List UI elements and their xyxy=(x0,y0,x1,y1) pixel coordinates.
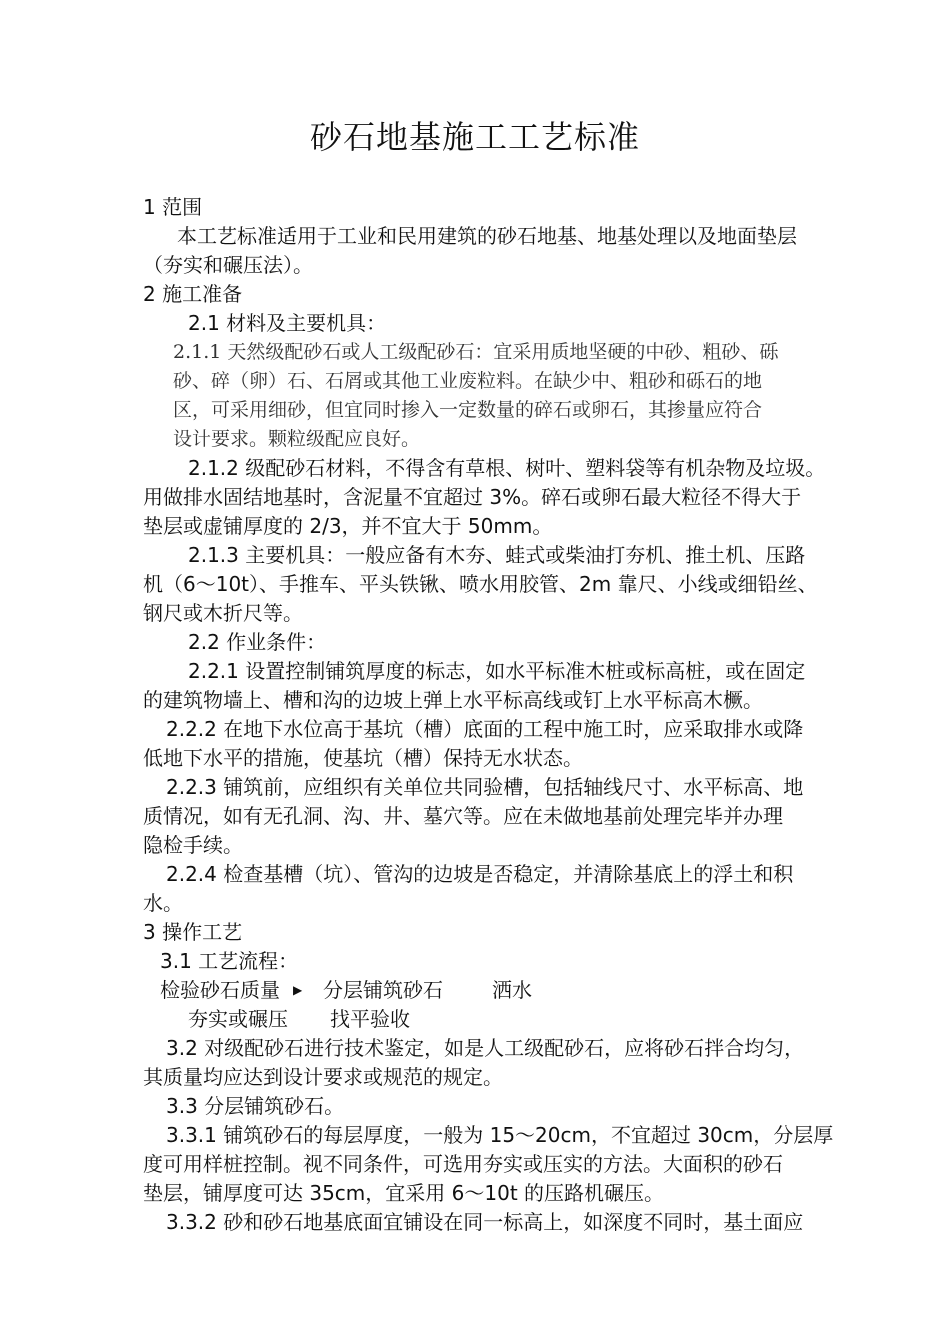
text-line: 2 施工准备 xyxy=(143,282,243,306)
page-title: 砂石地基施工工艺标准 xyxy=(309,118,640,156)
flow-step: 夯实或碾压 xyxy=(188,1007,288,1031)
text-line: 2.1 材料及主要机具： xyxy=(188,311,387,335)
text-line: 2.1.2 级配砂石材料，不得含有草根、树叶、塑料袋等有机杂物及垃圾。 xyxy=(188,456,826,480)
text-line: 用做排水固结地基时，含泥量不宜超过 3%。碎石或卵石最大粒径不得大于 xyxy=(143,485,802,509)
text-line: 2.2.1 设置控制铺筑厚度的标志，如水平标准木桩或标高桩，或在固定 xyxy=(188,659,806,683)
text-line: 2.2.3 铺筑前，应组织有关单位共同验槽，包括轴线尺寸、水平标高、地 xyxy=(166,775,804,799)
text-line: 隐检手续。 xyxy=(143,833,243,857)
text-line: （夯实和碾压法）。 xyxy=(143,253,313,277)
arrow-right-icon: ▶ xyxy=(293,983,303,997)
text-line: 2.1.3 主要机具：一般应备有木夯、蛙式或柴油打夯机、推土机、压路 xyxy=(188,543,806,567)
text-line: 钢尺或木折尺等。 xyxy=(143,601,303,625)
text-line: 2.1.1 天然级配砂石或人工级配砂石：宜采用质地坚硬的中砂、粗砂、砾 xyxy=(173,341,779,363)
text-line: 低地下水平的措施，使基坑（槽）保持无水状态。 xyxy=(143,746,583,770)
text-line: 2.2.2 在地下水位高于基坑（槽）底面的工程中施工时，应采取排水或降 xyxy=(166,717,804,741)
text-line: 3.2 对级配砂石进行技术鉴定，如是人工级配砂石，应将砂石拌合均匀， xyxy=(166,1036,805,1060)
text-line: 1 范围 xyxy=(143,195,203,219)
text-line: 本工艺标准适用于工业和民用建筑的砂石地基、地基处理以及地面垫层 xyxy=(177,224,797,248)
flow-step: 检验砂石质量 xyxy=(160,978,280,1002)
text-line: 2.2.4 检查基槽（坑）、管沟的边坡是否稳定，并清除基底上的浮土和积 xyxy=(166,862,794,886)
text-line: 3.1 工艺流程： xyxy=(160,949,299,973)
flow-step: 找平验收 xyxy=(330,1007,410,1031)
text-line: 3.3.2 砂和砂石地基底面宜铺设在同一标高上，如深度不同时，基土面应 xyxy=(166,1210,804,1234)
flow-step: 洒水 xyxy=(492,978,532,1002)
text-line: 其质量均应达到设计要求或规范的规定。 xyxy=(143,1065,503,1089)
text-line: 3.3.1 铺筑砂石的每层厚度，一般为 15～20cm，不宜超过 30cm，分层厚 xyxy=(166,1123,834,1147)
text-line: 度可用样桩控制。视不同条件，可选用夯实或压实的方法。大面积的砂石 xyxy=(143,1152,783,1176)
text-line: 垫层，铺厚度可达 35cm，宜采用 6～10t 的压路机碾压。 xyxy=(143,1181,665,1205)
text-line: 区，可采用细砂，但宜同时掺入一定数量的碎石或卵石，其掺量应符合 xyxy=(173,399,763,421)
text-line: 质情况，如有无孔洞、沟、井、墓穴等。应在未做地基前处理完毕并办理 xyxy=(143,804,783,828)
text-line: 3.3 分层铺筑砂石。 xyxy=(166,1094,345,1118)
text-line: 的建筑物墙上、槽和沟的边坡上弹上水平标高线或钉上水平标高木橛。 xyxy=(143,688,763,712)
text-line: 垫层或虚铺厚度的 2/3，并不宜大于 50mm。 xyxy=(143,514,553,538)
text-line: 设计要求。颗粒级配应良好。 xyxy=(173,428,421,450)
text-line: 3 操作工艺 xyxy=(143,920,243,944)
text-line: 2.2 作业条件： xyxy=(188,630,327,654)
text-line: 机（6～10t）、手推车、平头铁锹、喷水用胶管、2m 靠尺、小线或细铅丝、 xyxy=(143,572,818,596)
flow-step: 分层铺筑砂石 xyxy=(323,978,443,1002)
text-line: 砂、碎（卵）石、石屑或其他工业废粒料。在缺少中、粗砂和砾石的地 xyxy=(173,370,763,392)
text-line: 水。 xyxy=(143,891,183,915)
